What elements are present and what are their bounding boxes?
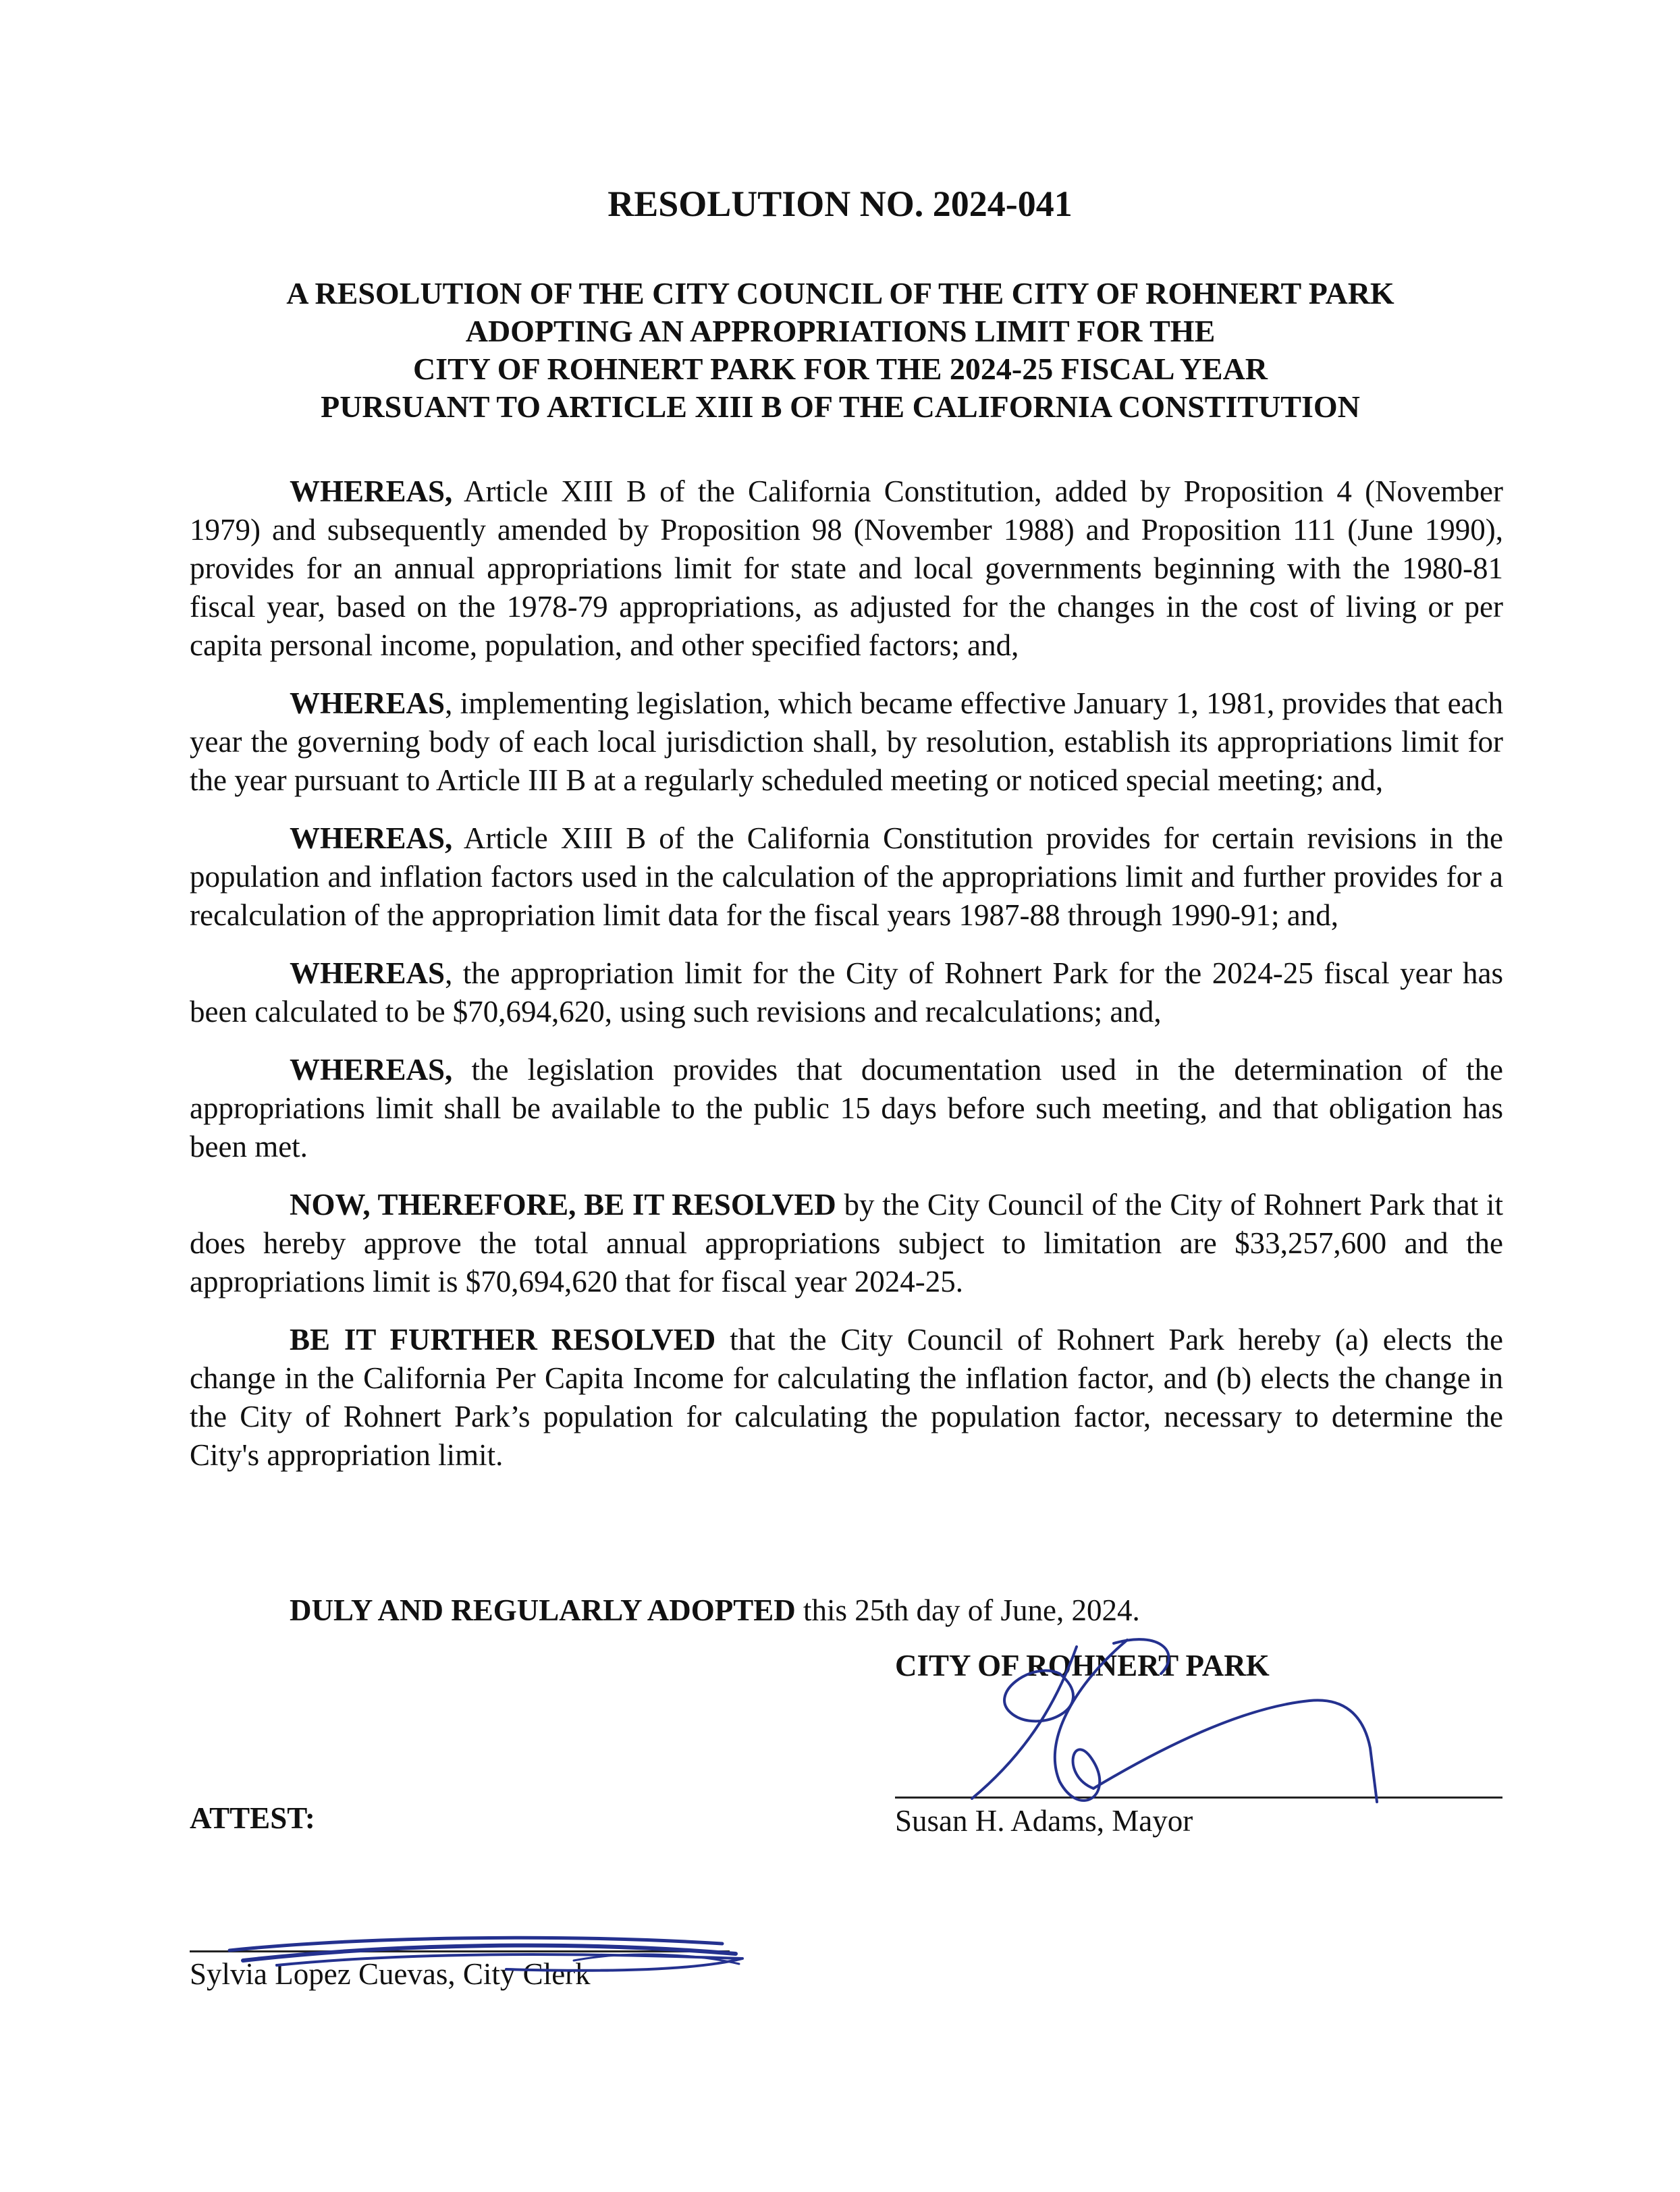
paragraph-lead: NOW, THEREFORE, BE IT RESOLVED: [290, 1188, 836, 1222]
resolution-number: RESOLUTION NO. 2024-041: [607, 184, 1073, 224]
attest-label: ATTEST:: [190, 1801, 315, 1835]
paragraph-whereas-3: [190, 819, 1503, 935]
paragraph-text: the legislation provides that documentation used in the determination of the appropriations limit shall be available to the public 15 days before such meeting, and that obligation has been met.: [190, 1053, 1503, 1163]
mayor-signature: [958, 1633, 1444, 1836]
title-line-2: ADOPTING AN APPROPRIATIONS LIMIT FOR THE: [465, 314, 1216, 348]
city-label: CITY OF ROHNERT PARK: [895, 1649, 1270, 1682]
paragraph-lead: WHEREAS,: [290, 821, 453, 855]
mayor-name: Susan H. Adams, Mayor: [895, 1804, 1193, 1838]
paragraph-lead: WHEREAS: [290, 686, 445, 720]
resolution-title: [189, 275, 1492, 426]
paragraph-further-resolved: [190, 1321, 1503, 1475]
paragraph-text: , implementing legislation, which became effective January 1, 1981, provides that each year the governing body of each local jurisdiction shall, by resolution, establish its appropriations limit for the year pursuant to Article III B at a regularly scheduled meeting or noticed special meeting; and,: [190, 686, 1503, 797]
adoption-text: this 25th day of June, 2024.: [795, 1593, 1140, 1627]
clerk-signature: [223, 1923, 749, 1998]
resolution-body: [190, 472, 1503, 1494]
paragraph-resolved: [190, 1186, 1503, 1301]
paragraph-whereas-2: [190, 684, 1503, 800]
paragraph-whereas-1: [190, 472, 1503, 665]
paragraph-text: that the City Council of Rohnert Park hereby (a) elects the change in the California Per Capita Income for calculating the inflation factor, and (b) elects the change in the City of Rohnert Park’s population for calculating the population factor, necessary to determine the City's appropriation limit.: [190, 1323, 1504, 1472]
title-line-1: A RESOLUTION OF THE CITY COUNCIL OF THE CITY OF ROHNERT PARK: [286, 276, 1394, 310]
paragraph-lead: WHEREAS,: [290, 1053, 453, 1087]
paragraph-whereas-4: [190, 954, 1503, 1031]
paragraph-whereas-5: [190, 1051, 1503, 1166]
paragraph-lead: BE IT FURTHER RESOLVED: [290, 1323, 716, 1357]
clerk-name: Sylvia Lopez Cuevas, City Clerk: [190, 1957, 591, 1991]
paragraph-text: Article XIII B of the California Constitution provides for certain revisions in the population and inflation factors used in the calculation of the appropriations limit and further provides for a recalculation of the appropriation limit data for the fiscal years 1987-88 through 1990-91; and,: [190, 821, 1503, 932]
paragraph-text: Article XIII B of the California Constitution, added by Proposition 4 (November 1979) and subsequently amended by Proposition 98 (November 1988) and Proposition 111 (June 1990), provides for an annual appropriations limit for state and local governments beginning with the 1980-81 fiscal year, based on the 1978-79 appropriations, as adjusted for the changes in the cost of living or per capita personal income, population, and other specified factors; and,: [190, 474, 1503, 662]
title-line-4: PURSUANT TO ARTICLE XIII B OF THE CALIFORNIA CONSTITUTION: [321, 389, 1360, 424]
paragraph-text: by the City Council of the City of Rohnert Park that it does hereby approve the total annual appropriations subject to limitation are $33,257,600 and the appropriations limit is $70,694,620 that for fiscal year 2024-25.: [190, 1188, 1503, 1298]
paragraph-text: , the appropriation limit for the City of Rohnert Park for the 2024-25 fiscal year has been calculated to be $70,694,620, using such revisions and recalculations; and,: [190, 956, 1503, 1029]
paragraph-lead: WHEREAS: [290, 956, 445, 990]
title-line-3: CITY OF ROHNERT PARK FOR THE 2024-25 FISCAL YEAR: [412, 352, 1268, 386]
adoption-statement: [290, 1591, 1140, 1630]
paragraph-lead: WHEREAS,: [290, 474, 453, 508]
adoption-lead: DULY AND REGULARLY ADOPTED: [290, 1593, 796, 1627]
